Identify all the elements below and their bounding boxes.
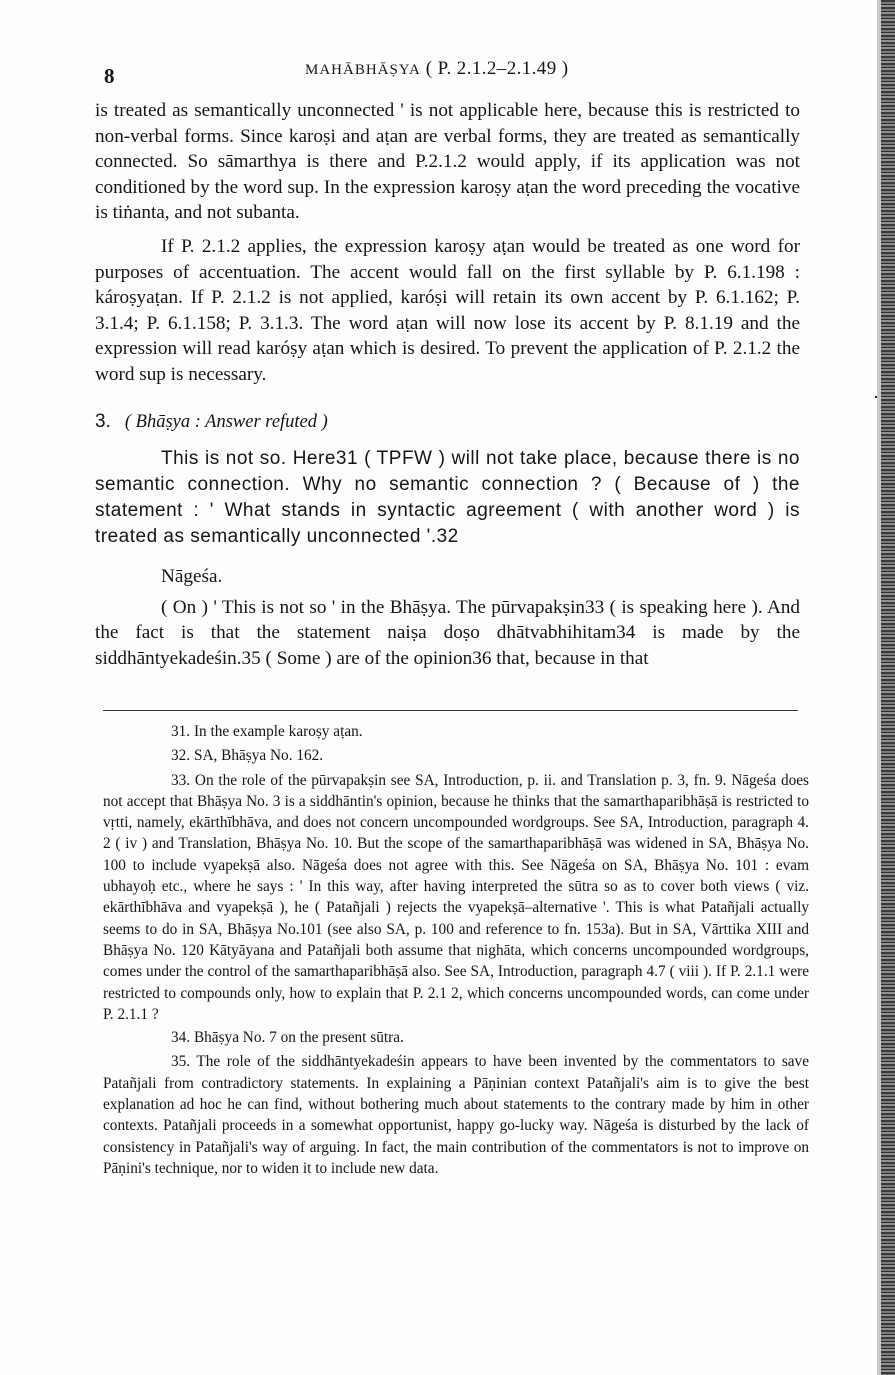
running-title-sutra-range: ( P. 2.1.2–2.1.49 ) [425,58,569,79]
footnote-number: 32. [171,747,191,765]
section-title: ( Bhāṣya : Answer refuted ) [124,411,328,432]
footnote-text: Bhāṣya No. 7 on the present sūtra. [193,1029,404,1047]
footnote-31 [103,721,809,742]
footnote-text: The role of the siddhāntyekadeśin appears to have been invented by the commentators to save Patañjali from contradictory statements. In explaining a Pāṇinian context Patañjali's aim is to give the best explanation ad hoc he can find, without bothering much about statements to the contrary made by him in other contexts. Patañjali proceeds in a somewhat opportunist, happy go-lucky way. Nāgeśa is disturbed by the lack of consistency in Patañjali's way of arguing. In fact, the main contribution of the commentators is not to improve on Pāṇini's technique, nor to widen it to include new data. [103,1053,809,1177]
footnotes [103,721,809,1181]
footnote-34 [103,1027,809,1048]
footnote-text: On the role of the pūrvapakṣin see SA, Introduction, p. ii. and Translation p. 3, fn. 9. Nāgeśa does not accept that Bhāṣya No. 3 is a siddhāntin's opinion, because he thinks that the samarthaparibhāṣā is restricted to vṛtti, namely, ekārthībhāva, and does not concern uncompounded wordgroups. See SA, Introduction, paragraph 4. 2 ( iv ) and Translation, Bhāṣya No. 10. But the scope of the samarthaparibhāṣā was widened in SA, Bhāṣya No. 100 to include vyapekṣā also. Nāgeśa does not agree with this. See Nāgeśa on SA, Bhāṣya No. 101 : evam ubhayoḥ etc., where he says : ' In this way, after having interpreted the sūtra so as to cover both views ( viz. ekārthībhāva and vyapekṣā ), he ( Patañjali ) rejects the vyapekṣā–alternative '. This is what Patañjali actually seems to do in SA, Bhāṣya No.101 (see also SA, p. 100 and reference to fn. 153a). But in SA, Vārttika XIII and Bhāṣya No. 120 Kātyāyana and Patañjali both assume that nighāta, which concerns uncompounded wordgroups, comes under the control of the samarthaparibhāṣā also. See SA, Introduction, paragraph 4.7 ( viii ). If P. 2.1.1 were restricted to compounds only, how to explain that P. 2.1 2, which concerns uncompounded words, can come under P. 2.1.1 ? [103,771,810,1023]
footnote-32 [103,745,809,766]
paragraph-continued: is treated as semantically unconnected ' is not applicable here, because this is restricted to non-verbal forms. Since karoṣi and aṭan are verbal forms, they are treated as semantically connected. So sāmarthya is there and P.2.1.2 would apply, if its application was not conditioned by the word sup. In the expression karoṣy aṭan the word preceding the vocative is tiṅanta, and not subanta. [95,100,800,224]
bhasya-translation: This is not so. Here31 ( TPFW ) will not take place, because there is no semantic connection. Why no semantic connection ? ( Because of ) the statement : ' What stands in syntactic agreement ( with another word ) is treated as semantically unconnected '.32 [95,448,800,548]
nagesa-label: Nāgeśa. [161,566,223,588]
footnote-number: 35. [171,1053,191,1071]
page-number: 8 [104,64,115,88]
footnote-number: 31. [171,723,191,740]
running-title [305,58,568,80]
footnote-number: 33. [171,771,191,789]
footnote-rule [103,710,798,711]
footnote-number: 34. [171,1029,191,1047]
scan-binding-edge [881,0,895,1375]
footnote-35 [103,1051,809,1179]
section-number: 3. [95,410,111,432]
running-header [0,58,895,88]
running-title-work: MAHĀBHĀṢYA [305,62,421,78]
paragraph-accentuation: If P. 2.1.2 applies, the expression karoṣy aṭan would be treated as one word for purposes of accentuation. The accent would fall on the first syllable by P. 6.1.198 : károṣyaṭan. If P. 2.1.2 is not applied, karóṣi will retain its own accent by P. 6.1.162; P. 3.1.4; P. 6.1.158; P. 3.1.3. The word aṭan will now lose its accent by P. 8.1.19 and the expression will read karóṣy aṭan which is desired. To prevent the application of P. 2.1.2 the word sup is necessary. [95,235,800,385]
nagesa-commentary: ( On ) ' This is not so ' in the Bhāṣya. The pūrvapakṣin33 ( is speaking here ). And the fact is that the statement naiṣa doṣo dhātvabhihitam34 is made by the siddhāntyekadeśin.35 ( Some ) are of the opinion36 that, because in that [95,596,800,669]
main-text [95,98,800,672]
section-heading [95,409,800,436]
footnote-text: In the example karoṣy aṭan. [193,723,363,740]
footnote-text: SA, Bhāṣya No. 162. [193,747,324,765]
footnote-33 [103,770,809,1026]
